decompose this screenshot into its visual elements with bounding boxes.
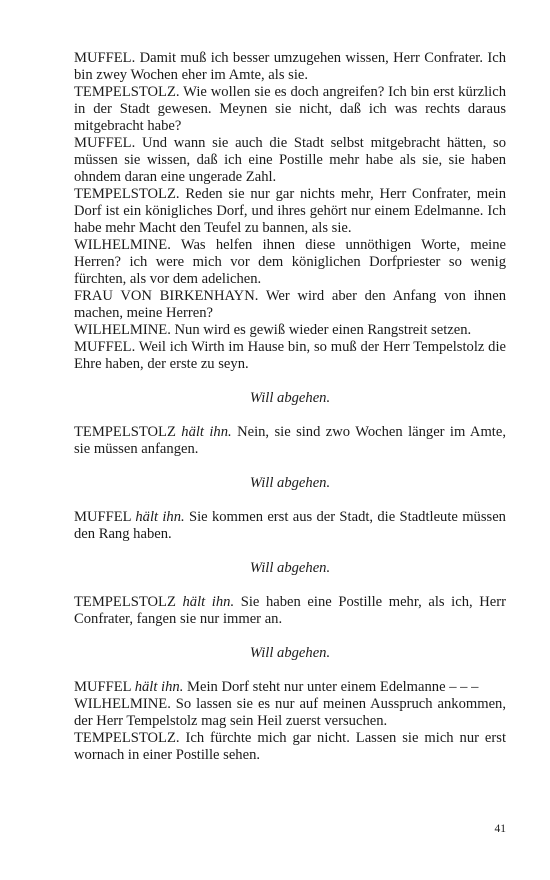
inline-stage-direction: hält ihn.: [182, 594, 235, 610]
speech-paragraph: MUFFEL. Und wann sie auch die Stadt selbst mitgebracht hätten, so müssen sie wissen, daß ich eine Postille mehr habe als sie, sie haben ohndem daran eine ungerade Zahl.: [74, 135, 506, 185]
stage-direction: Will abgehen.: [249, 390, 331, 406]
inline-stage-direction: hält ihn.: [181, 424, 232, 440]
page-number: 41: [494, 823, 506, 835]
speech-paragraph: MUFFEL. Damit muß ich besser umzugehen wissen, Herr Confrater. Ich bin zwey Wochen eher im Amte, als sie.: [74, 50, 506, 83]
speech-text: Mein Dorf steht nur unter einem Edelmanne – – –: [187, 679, 479, 695]
speech-paragraph: TEMPELSTOLZ. Wie wollen sie es doch angreifen? Ich bin erst kürzlich in der Stadt gewesen. Meynen sie nicht, daß ich was rechts daraus mitgebracht habe?: [74, 84, 506, 134]
speaker-name: MUFFEL: [74, 509, 132, 525]
stage-direction: Will abgehen.: [249, 645, 331, 661]
speaker-name: TEMPELSTOLZ: [74, 424, 176, 440]
speech-text: Nein, sie sind zwo Wochen länger im Amte, sie müssen anfangen.: [74, 424, 506, 457]
inline-stage-direction: hält ihn.: [134, 679, 184, 695]
speech-paragraph: WILHELMINE. So lassen sie es nur auf meinen Ausspruch ankommen, der Herr Tempelstolz mag sein Heil zuerst versuchen.: [74, 696, 506, 729]
speech-text: Sie kommen erst aus der Stadt, die Stadtleute müssen den Rang haben.: [74, 509, 506, 542]
speech-paragraph: [74, 424, 506, 458]
speaker-name: MUFFEL: [74, 679, 132, 695]
speech-text: Sie haben eine Postille mehr, als ich, Herr Confrater, fangen sie nur immer an.: [74, 594, 506, 627]
speech-paragraph: MUFFEL. Weil ich Wirth im Hause bin, so muß der Herr Tempelstolz die Ehre haben, der erste zu seyn.: [74, 339, 506, 372]
speech-paragraph: TEMPELSTOLZ. Reden sie nur gar nichts mehr, Herr Confrater, mein Dorf ist ein königliches Dorf, und ihres gehört nur einem Edelmanne. Ich habe mehr Macht den Teufel zu bannen, als sie.: [74, 186, 506, 236]
speech-paragraph: [74, 679, 506, 696]
speech-paragraph: WILHELMINE. Nun wird es gewiß wieder einen Rangstreit setzen.: [74, 322, 472, 338]
speech-paragraph: WILHELMINE. Was helfen ihnen diese unnöthigen Worte, meine Herren? ich were mich vor dem königlichen Dorfpriester so wenig fürchten, als vor dem adelichen.: [74, 237, 506, 287]
inline-stage-direction: hält ihn.: [135, 509, 185, 525]
page-body: [74, 50, 506, 764]
stage-direction: Will abgehen.: [249, 475, 331, 491]
speech-paragraph: [74, 594, 506, 628]
speech-paragraph: TEMPELSTOLZ. Ich fürchte mich gar nicht. Lassen sie mich nur erst wornach in einer Postille sehen.: [74, 730, 506, 763]
speaker-name: TEMPELSTOLZ: [74, 594, 176, 610]
speech-paragraph: FRAU VON BIRKENHAYN. Wer wird aber den Anfang von ihnen machen, meine Herren?: [74, 288, 506, 321]
speech-paragraph: [74, 509, 506, 543]
stage-direction: Will abgehen.: [249, 560, 331, 576]
